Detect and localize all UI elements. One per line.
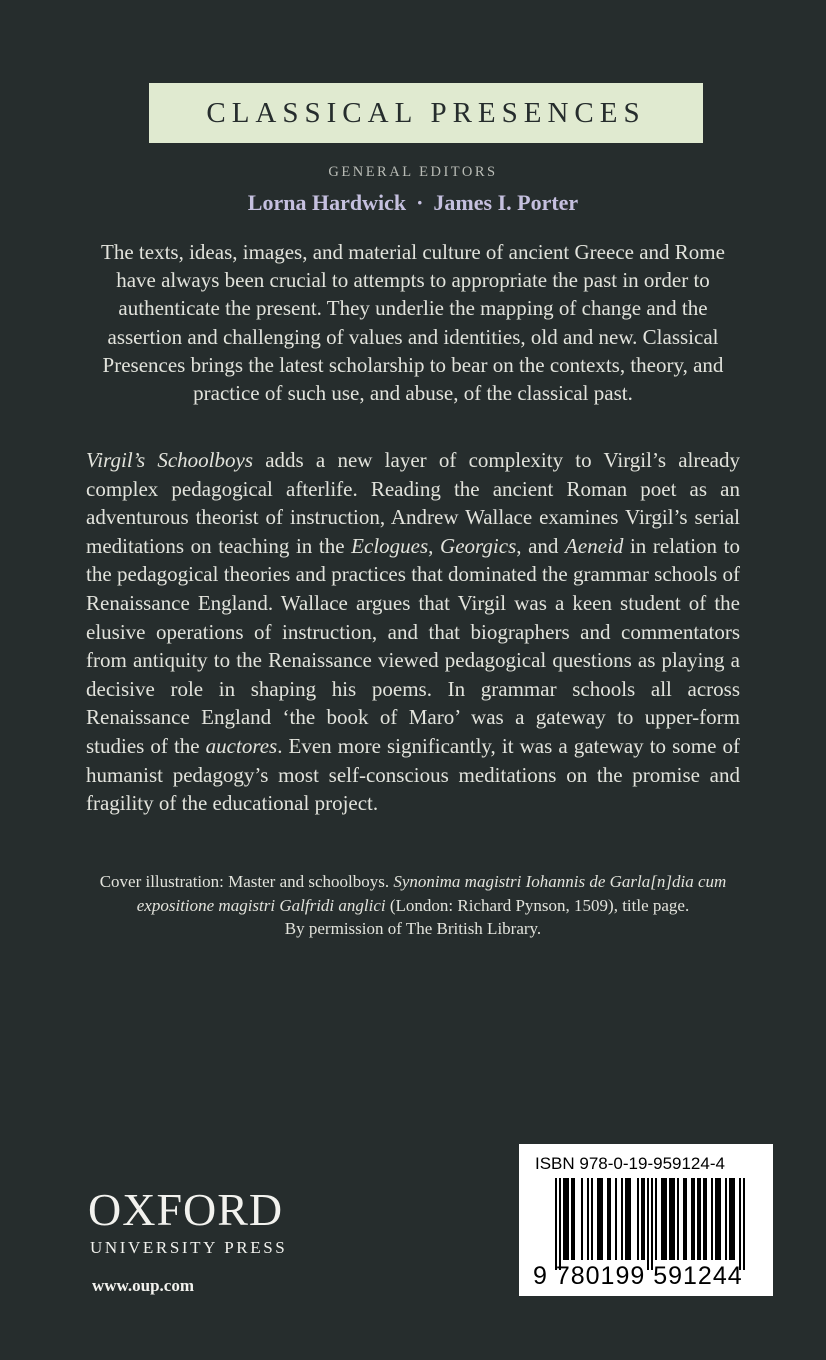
barcode-bar bbox=[719, 1178, 721, 1260]
barcode-bar bbox=[671, 1178, 673, 1260]
barcode-bar bbox=[731, 1178, 733, 1260]
editor-name: James I. Porter bbox=[433, 190, 579, 215]
series-title: CLASSICAL PRESENCES bbox=[206, 96, 646, 129]
barcode-bar bbox=[571, 1178, 573, 1260]
barcode-digits: 9 780199 591244 bbox=[533, 1262, 743, 1290]
barcode-bar bbox=[691, 1178, 693, 1260]
barcode-bar bbox=[637, 1178, 639, 1260]
barcode-bar bbox=[663, 1178, 665, 1260]
series-banner bbox=[149, 83, 703, 143]
barcode-bar bbox=[565, 1178, 567, 1260]
isbn-label: ISBN 978-0-19-959124-4 bbox=[535, 1154, 725, 1173]
barcode-bar bbox=[607, 1178, 609, 1260]
general-editors-label: GENERAL EDITORS bbox=[328, 164, 498, 180]
editor-name: Lorna Hardwick bbox=[247, 190, 407, 215]
barcode-bar bbox=[587, 1178, 589, 1260]
barcode-bar bbox=[573, 1178, 575, 1260]
description-text: , and bbox=[516, 533, 566, 558]
barcode-bar bbox=[725, 1178, 727, 1260]
barcode-bar bbox=[699, 1178, 701, 1260]
barcode-bar bbox=[597, 1178, 599, 1260]
barcode-bar bbox=[705, 1178, 707, 1260]
barcode-bar bbox=[563, 1178, 565, 1260]
series-description: The texts, ideas, images, and material culture of ancient Greece and Rome have always been crucial to attempts to appropriate the past in order to authenticate the present. They underlie the mapping of change and the assertion and challenging of values and identities, old and new. Classical Presences brings the latest scholarship to bear on the contexts, theory, and practice of such use, and abuse, of the classical past. bbox=[101, 240, 725, 406]
barcode-bar bbox=[677, 1178, 679, 1260]
cover-illustration-credit bbox=[85, 870, 741, 941]
barcode-bar bbox=[555, 1178, 557, 1270]
barcode-bar bbox=[615, 1178, 617, 1260]
barcode-bar bbox=[567, 1178, 569, 1260]
barcode-bar bbox=[669, 1178, 671, 1260]
publisher-website-link[interactable]: www.oup.com bbox=[92, 1276, 195, 1295]
barcode-bar bbox=[647, 1178, 649, 1270]
barcode-bar bbox=[591, 1178, 593, 1260]
credit-permission: By permission of The British Library. bbox=[284, 919, 542, 938]
barcode-bar bbox=[641, 1178, 643, 1260]
barcode-bar bbox=[733, 1178, 735, 1260]
description-text: . Even more significantly, it was a gateway to some of humanist pedagogy’s most self-conscious meditations on the promise and fragility of the educational project. bbox=[86, 733, 740, 816]
editor-separator: · bbox=[416, 190, 424, 215]
barcode-bar bbox=[601, 1178, 603, 1260]
description-text: in relation to the pedagogical theories and practices that dominated the grammar schools of Renaissance England. Wallace argues that Virgil was a keen student of the elusive operations of instruction, and that biographers and commentators from antiquity to the Renaissance viewed pedagogical questions as playing a decisive role in shaping his poems. In grammar schools all across Renaissance England ‘the book of Maro’ was a gateway to upper-form studies of the bbox=[86, 533, 741, 758]
barcode-bar bbox=[717, 1178, 719, 1260]
barcode-bar bbox=[621, 1178, 623, 1260]
work-title: Aeneid bbox=[565, 533, 624, 558]
isbn-barcode bbox=[519, 1144, 773, 1296]
barcode-bar bbox=[581, 1178, 583, 1260]
publisher-subtitle: UNIVERSITY PRESS bbox=[90, 1238, 288, 1257]
barcode-bar bbox=[685, 1178, 687, 1260]
barcode-bar bbox=[627, 1178, 629, 1260]
latin-term: auctores bbox=[205, 733, 278, 758]
barcode-bar bbox=[697, 1178, 699, 1260]
barcode-bar bbox=[651, 1178, 653, 1270]
barcode-bar bbox=[743, 1178, 745, 1270]
barcode-bar bbox=[715, 1178, 717, 1260]
credit-text: Cover illustration: Master and schoolboys. bbox=[99, 872, 394, 891]
work-title: Georgics bbox=[440, 533, 517, 558]
general-editors-names bbox=[0, 190, 826, 216]
barcode-bar bbox=[629, 1178, 631, 1260]
barcode-bar bbox=[739, 1178, 741, 1270]
barcode-bar bbox=[643, 1178, 645, 1260]
barcode-bar bbox=[609, 1178, 611, 1260]
barcode-bar bbox=[683, 1178, 685, 1260]
barcode-bar bbox=[673, 1178, 675, 1260]
credit-source: Synonima magistri Iohannis de Garla[n]dia cum expositione magistri Galfridi anglici bbox=[136, 872, 727, 915]
barcode-bar bbox=[661, 1178, 663, 1260]
publisher-logo: OXFORD bbox=[88, 1184, 284, 1235]
barcode-bar bbox=[711, 1178, 713, 1260]
barcode-bar bbox=[599, 1178, 601, 1260]
barcode-bar bbox=[729, 1178, 731, 1260]
barcode-bar bbox=[693, 1178, 695, 1260]
work-title: Eclogues bbox=[351, 533, 429, 558]
book-description bbox=[86, 446, 740, 818]
barcode-bar bbox=[559, 1178, 561, 1270]
credit-text: (London: Richard Pynson, 1509), title page. bbox=[385, 895, 690, 915]
description-text: , bbox=[428, 533, 441, 558]
barcode-bar bbox=[625, 1178, 627, 1260]
barcode-bar bbox=[665, 1178, 667, 1260]
description-text: adds a new layer of complexity to Virgil’s already complex pedagogical afterlife. Reading the ancient Roman poet as an adventurous theorist of instruction, Andrew Wallace examines Virgil’s serial meditations on teaching in the bbox=[86, 448, 740, 558]
book-title: Virgil’s Schoolboys bbox=[86, 448, 253, 472]
barcode-bar bbox=[703, 1178, 705, 1260]
barcode-bar bbox=[655, 1178, 657, 1260]
